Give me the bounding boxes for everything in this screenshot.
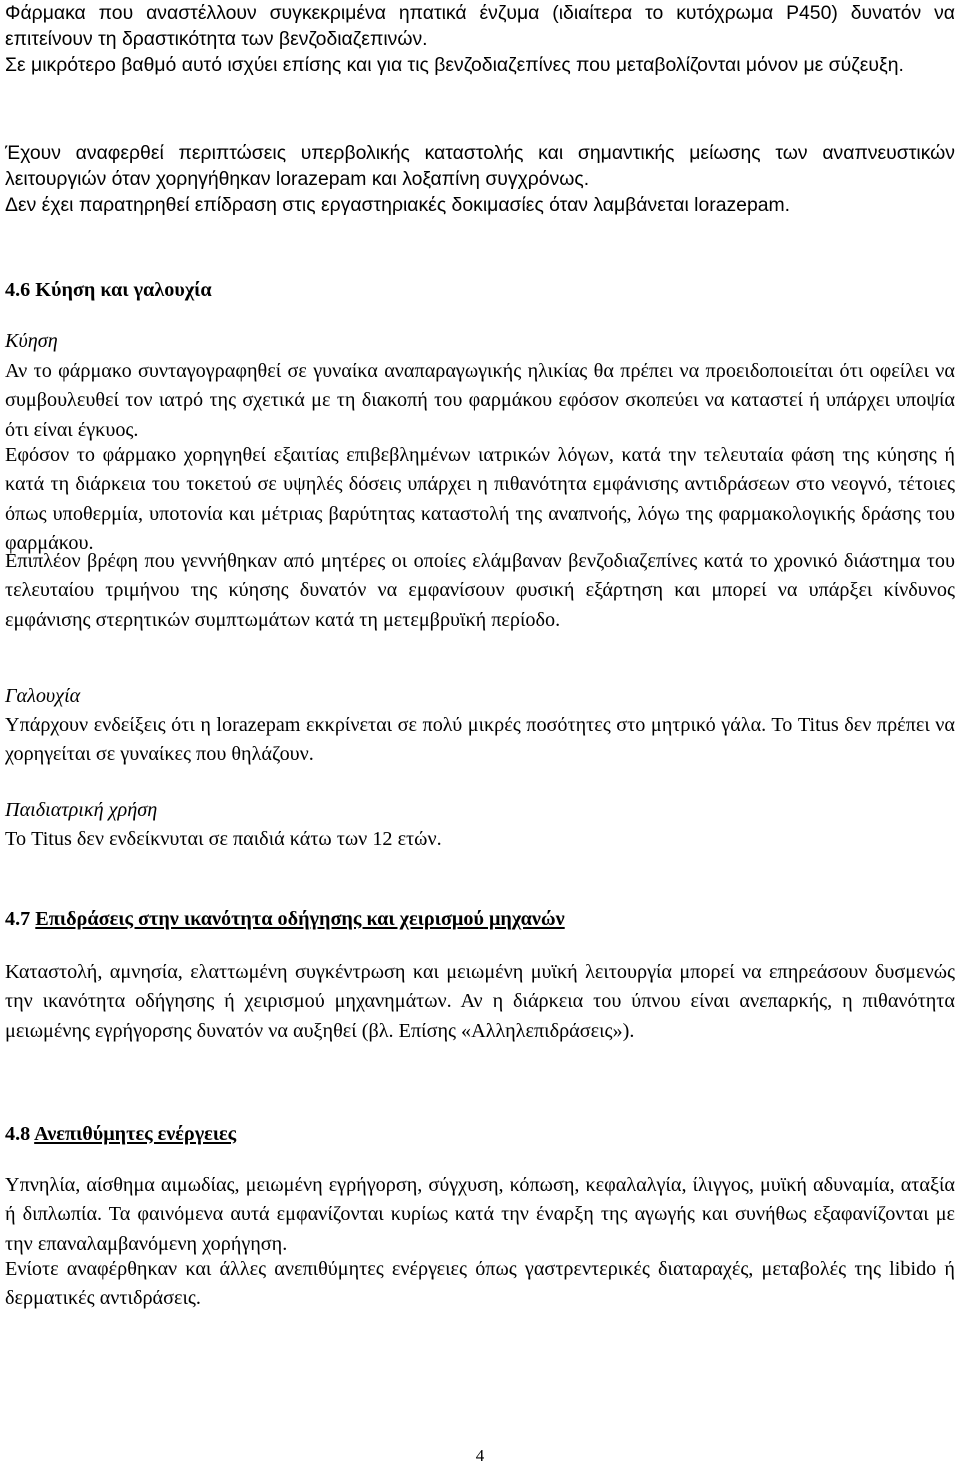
subheading-pediatric: Παιδιατρική χρήση (5, 799, 158, 821)
subheading-pregnancy: Κύηση (5, 330, 58, 352)
section-title: Επιδράσεις στην ικανότητα οδήγησης και χειρισμού μηχανών (35, 908, 565, 930)
adverse-effects-paragraph: Υπνηλία, αίσθημα αιμωδίας, μειωμένη εγρήγορση, σύγχυση, κόπωση, κεφαλαλγία, ίλιγγος, μυϊκή αδυναμία, αταξία ή διπλωπία. Τα φαινόμενα αυτά εμφανίζονται κυρίως κατά την έναρξη της αγωγής και συνήθως εξαφανίζονται με την επαναλαμβανόμενη χορήγηση. (5, 1174, 955, 1255)
pregnancy-paragraph-warning: Αν το φάρμακο συνταγογραφηθεί σε γυναίκα αναπαραγωγικής ηλικίας θα πρέπει να προειδοποιείται ότι οφείλει να συμβουλευθεί τον ιατρό της σχετικά με τη διακοπή του φαρμάκου εφόσον σκοπεύει να καταστεί ή υπάρχει υποψία ότι είναι έγκυος. (5, 360, 955, 441)
interaction-paragraph-conjugation: Σε μικρότερο βαθμό αυτό ισχύει επίσης και για τις βενζοδιαζεπίνες που μεταβολίζονται μόνον με σύζευξη. (5, 54, 904, 76)
pregnancy-paragraph-dependence: Επιπλέον βρέφη που γεννήθηκαν από μητέρες οι οποίες ελάμβαναν βενζοδιαζεπίνες κατά το χρονικό διάστημα του τελευταίου τριμήνου της κύησης δυνατόν να εμφανίσουν φυσική εξάρτηση και μπορεί να υπάρξει κίνδυνος εμφάνισης στερητικών συμπτωμάτων κατά τη μετεμβρυϊκή περίοδο. (5, 550, 955, 631)
section-number: 4.7 (5, 908, 31, 930)
section-heading-4-7 (5, 905, 955, 934)
document-page (5, 0, 955, 1474)
driving-paragraph: Καταστολή, αμνησία, ελαττωμένη συγκέντρωση και μειωμένη μυϊκή λειτουργία μπορεί να επηρεάσουν δυσμενώς την ικανότητα οδήγησης ή χειρισμού μηχανημάτων. Αν η διάρκεια του ύπνου είναι ανεπαρκής, η πιθανότητα μειωμένης εγρήγορσης δυνατόν να αυξηθεί (βλ. Επίσης «Αλληλεπιδράσεις»). (5, 961, 955, 1042)
section-number: 4.6 (5, 279, 31, 301)
interaction-paragraph-lab-tests: Δεν έχει παρατηρηθεί επίδραση στις εργαστηριακές δοκιμασίες όταν λαμβάνεται lorazepam. (5, 194, 791, 216)
section-title: Ανεπιθύμητες ενέργειες (34, 1123, 237, 1145)
interaction-paragraph-loxapine: Έχουν αναφερθεί περιπτώσεις υπερβολικής καταστολής και σημαντικής μείωσης των αναπνευστικών λειτουργιών όταν χορηγήθηκαν lorazepam και λοξαπίνη συγχρόνως. (5, 142, 955, 190)
section-title: Κύηση και γαλουχία (35, 279, 212, 301)
pregnancy-paragraph-neonatal: Εφόσον το φάρμακο χορηγηθεί εξαιτίας επιβεβλημένων ιατρικών λόγων, κατά την τελευταία φάση της κύησης ή κατά τη διάρκεια του τοκετού σε υψηλές δόσεις υπάρχει η πιθανότητα εμφάνισης αντιδράσεων στο νεογνό, τέτοιες όπως υποθερμία, υποτονία και μέτριας βαρύτητας καταστολή της αναπνοής, λόγω της φαρμακολογικής δράσης του φαρμάκου. (5, 444, 955, 555)
subheading-lactation: Γαλουχία (5, 685, 81, 707)
section-number: 4.8 (5, 1123, 31, 1145)
pediatric-paragraph: Το Titus δεν ενδείκνυται σε παιδιά κάτω των 12 ετών. (5, 828, 442, 850)
adverse-effects-paragraph-other: Ενίοτε αναφέρθηκαν και άλλες ανεπιθύμητες ενέργειες όπως γαστρεντερικές διαταραχές, μεταβολές της libido ή δερματικές αντιδράσεις. (5, 1258, 955, 1310)
section-heading-4-8 (5, 1120, 955, 1149)
page-number: 4 (475, 1446, 485, 1465)
interaction-paragraph-enzymes: Φάρμακα που αναστέλλουν συγκεκριμένα ηπατικά ένζυμα (ιδιαίτερα το κυτόχρωμα P450) δυνατόν να επιτείνουν τη δραστικότητα των βενζοδιαζεπινών. (5, 2, 955, 50)
lactation-paragraph: Υπάρχουν ενδείξεις ότι η lorazepam εκκρίνεται σε πολύ μικρές ποσότητες στο μητρικό γάλα. Το Titus δεν πρέπει να χορηγείται σε γυναίκες που θηλάζουν. (5, 714, 955, 766)
section-heading-4-6 (5, 276, 955, 305)
